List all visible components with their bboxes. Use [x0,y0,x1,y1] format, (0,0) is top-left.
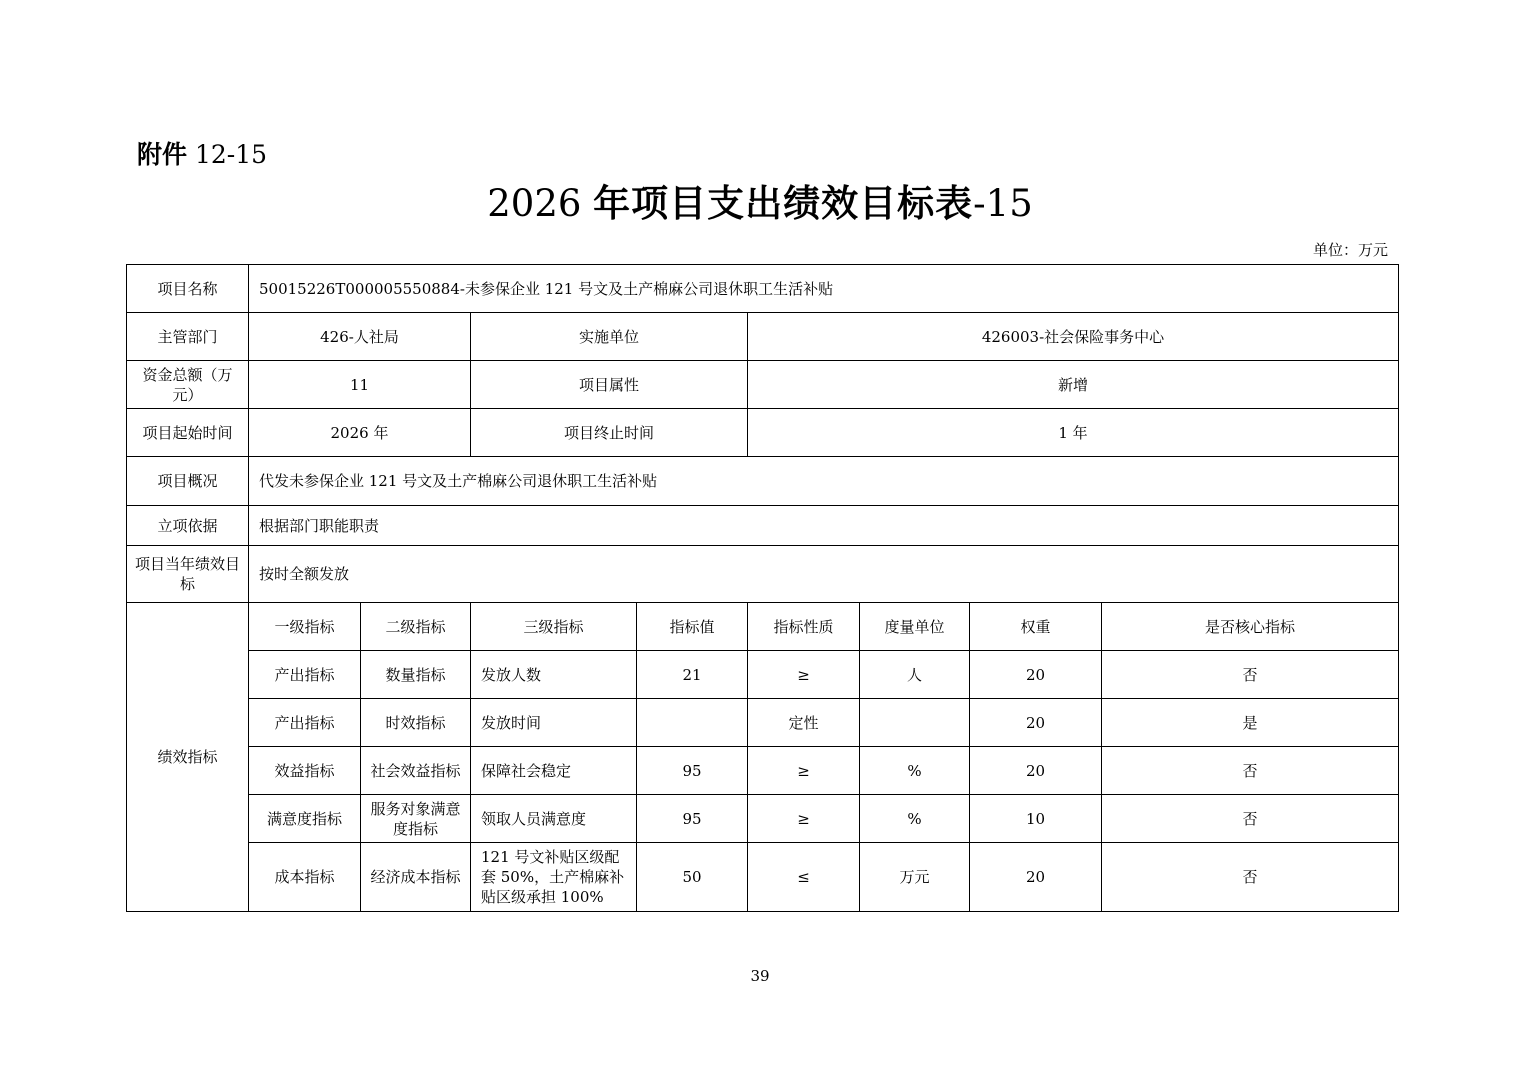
row-overview [127,457,1399,506]
core-cell: 否 [1102,747,1399,795]
value-cell: 95 [637,795,748,843]
table-row [127,747,1399,795]
unit-cell: 人 [860,651,970,699]
core-cell: 是 [1102,699,1399,747]
level1-cell: 满意度指标 [249,795,361,843]
row-fund [127,361,1399,409]
weight-cell: 20 [970,699,1102,747]
weight-cell: 10 [970,795,1102,843]
weight-cell: 20 [970,747,1102,795]
overview-label: 项目概况 [127,457,249,506]
table-row [127,699,1399,747]
attachment-label [137,138,267,172]
header-value: 指标值 [637,603,748,651]
row-time [127,409,1399,457]
core-cell: 否 [1102,843,1399,912]
nature-cell: ≥ [748,747,860,795]
attachment-number: 12-15 [194,140,268,169]
impl-label: 实施单位 [471,313,748,361]
goal-label: 项目当年绩效目标 [127,546,249,603]
dept-label: 主管部门 [127,313,249,361]
attachment-label-text: 附件 [137,140,188,169]
value-cell: 50 [637,843,748,912]
header-weight: 权重 [970,603,1102,651]
level3-cell: 121 号文补贴区级配套 50%，土产棉麻补贴区级承担 100% [471,843,637,912]
row-department [127,313,1399,361]
table-row [127,795,1399,843]
level2-cell: 数量指标 [361,651,471,699]
unit-label: 单位：万元 [1312,241,1388,259]
value-cell [637,699,748,747]
level3-cell: 发放时间 [471,699,637,747]
row-project-name [127,265,1399,313]
level3-cell: 领取人员满意度 [471,795,637,843]
row-goal [127,546,1399,603]
unit-cell: % [860,795,970,843]
nature-cell: ≥ [748,795,860,843]
unit-cell: 万元 [860,843,970,912]
end-value: 1 年 [748,409,1399,457]
nature-cell: 定性 [748,699,860,747]
level2-cell: 经济成本指标 [361,843,471,912]
fund-value: 11 [249,361,471,409]
nature-cell: ≥ [748,651,860,699]
level1-cell: 产出指标 [249,699,361,747]
unit-cell [860,699,970,747]
page-title [0,178,1520,230]
attr-label: 项目属性 [471,361,748,409]
basis-label: 立项依据 [127,506,249,546]
header-level3: 三级指标 [471,603,637,651]
title-suffix: -15 [973,182,1033,225]
header-unit: 度量单位 [860,603,970,651]
project-name-label: 项目名称 [127,265,249,313]
level1-cell: 效益指标 [249,747,361,795]
level2-cell: 服务对象满意度指标 [361,795,471,843]
weight-cell: 20 [970,651,1102,699]
attr-value: 新增 [748,361,1399,409]
header-nature: 指标性质 [748,603,860,651]
value-cell: 21 [637,651,748,699]
value-cell: 95 [637,747,748,795]
basis-value: 根据部门职能职责 [249,506,1399,546]
level3-cell: 保障社会稳定 [471,747,637,795]
performance-target-table [126,264,1399,912]
start-value: 2026 年 [249,409,471,457]
indicators-section-label: 绩效指标 [127,603,249,912]
level1-cell: 成本指标 [249,843,361,912]
impl-value: 426003-社会保险事务中心 [748,313,1399,361]
weight-cell: 20 [970,843,1102,912]
page-number: 39 [750,967,770,985]
nature-cell: ≤ [748,843,860,912]
title-year: 2026 [487,182,582,225]
level1-cell: 产出指标 [249,651,361,699]
goal-value: 按时全额发放 [249,546,1399,603]
level2-cell: 时效指标 [361,699,471,747]
core-cell: 否 [1102,651,1399,699]
header-level2: 二级指标 [361,603,471,651]
end-label: 项目终止时间 [471,409,748,457]
title-text: 年项目支出绩效目标表 [593,182,974,225]
indicator-header-row [127,603,1399,651]
start-label: 项目起始时间 [127,409,249,457]
project-name-value: 50015226T000005550884-未参保企业 121 号文及土产棉麻公司退休职工生活补贴 [249,265,1399,313]
row-basis [127,506,1399,546]
table-row [127,651,1399,699]
level3-cell: 发放人数 [471,651,637,699]
header-core: 是否核心指标 [1102,603,1399,651]
dept-value: 426-人社局 [249,313,471,361]
overview-value: 代发未参保企业 121 号文及土产棉麻公司退休职工生活补贴 [249,457,1399,506]
level2-cell: 社会效益指标 [361,747,471,795]
header-level1: 一级指标 [249,603,361,651]
fund-label: 资金总额（万元） [127,361,249,409]
core-cell: 否 [1102,795,1399,843]
unit-cell: % [860,747,970,795]
table-row [127,843,1399,912]
